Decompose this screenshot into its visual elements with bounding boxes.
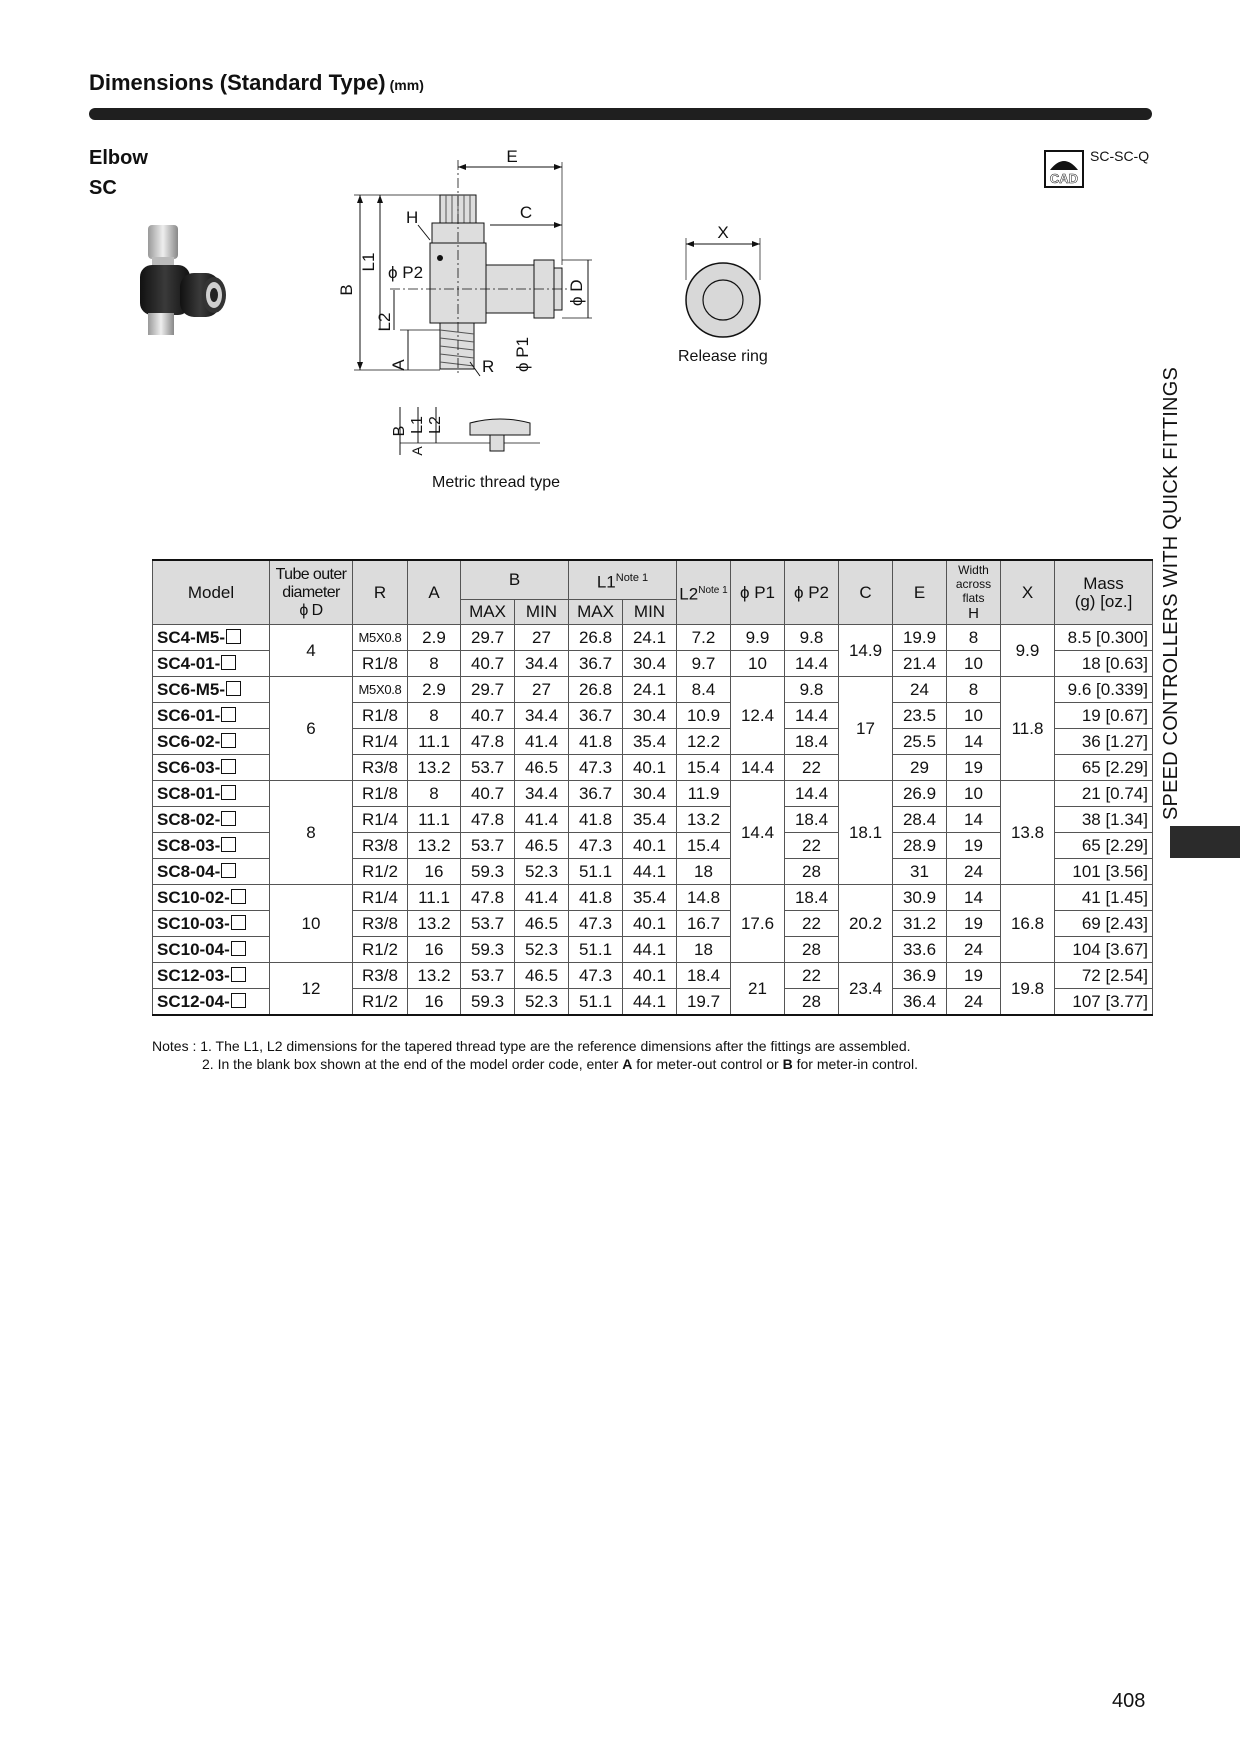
cell-l1min: 24.1 (623, 625, 677, 651)
dim-label-d: ϕ D (567, 279, 586, 306)
cell-model: SC8-02- (153, 807, 270, 833)
cell-bmin: 41.4 (515, 885, 569, 911)
cell-a: 16 (408, 859, 461, 885)
doc-code: SC-SC-Q (1090, 148, 1150, 164)
cell-a: 8 (408, 703, 461, 729)
cell-l1max: 41.8 (569, 807, 623, 833)
cell-bmax: 40.7 (461, 703, 515, 729)
cell-p2: 28 (785, 989, 839, 1016)
cell-e: 24 (893, 677, 947, 703)
cell-a: 16 (408, 937, 461, 963)
cell-bmin: 46.5 (515, 963, 569, 989)
cell-model: SC6-03- (153, 755, 270, 781)
cell-a: 11.1 (408, 729, 461, 755)
cell-l1min: 30.4 (623, 703, 677, 729)
cell-h: 8 (947, 625, 1001, 651)
cell-bmax: 40.7 (461, 651, 515, 677)
metric-thread-label: Metric thread type (432, 474, 561, 491)
cell-mass: 107 [3.77] (1055, 989, 1153, 1016)
col-header-b-min: MIN (515, 600, 569, 625)
cell-d: 6 (270, 677, 353, 781)
cell-l1min: 44.1 (623, 859, 677, 885)
order-code-blank-box (231, 915, 246, 930)
table-notes (152, 1037, 918, 1073)
cell-bmax: 29.7 (461, 677, 515, 703)
cell-h: 10 (947, 651, 1001, 677)
cell-r: R1/8 (353, 781, 408, 807)
order-code-blank-box (221, 733, 236, 748)
metric-dim-label-b: B (391, 425, 408, 437)
cell-p1: 9.9 (731, 625, 785, 651)
cell-model: SC8-04- (153, 859, 270, 885)
cell-a: 2.9 (408, 677, 461, 703)
cell-bmax: 59.3 (461, 859, 515, 885)
cell-l1max: 47.3 (569, 833, 623, 859)
cell-p2: 28 (785, 859, 839, 885)
cell-model: SC10-03- (153, 911, 270, 937)
cell-a: 11.1 (408, 807, 461, 833)
cell-l1max: 51.1 (569, 859, 623, 885)
order-code-blank-box (221, 707, 236, 722)
col-header-x: X (1001, 560, 1055, 625)
cell-h: 14 (947, 807, 1001, 833)
col-header-a: A (408, 560, 461, 625)
cell-bmax: 53.7 (461, 833, 515, 859)
cell-p2: 9.8 (785, 625, 839, 651)
order-code-blank-box (221, 759, 236, 774)
cell-l1min: 35.4 (623, 729, 677, 755)
cell-bmin: 41.4 (515, 729, 569, 755)
cell-model: SC12-03- (153, 963, 270, 989)
cell-l1min: 30.4 (623, 781, 677, 807)
cell-r: R1/4 (353, 885, 408, 911)
cell-bmax: 40.7 (461, 781, 515, 807)
cell-r: R1/2 (353, 937, 408, 963)
cell-l1max: 36.7 (569, 703, 623, 729)
cell-mass: 65 [2.29] (1055, 833, 1153, 859)
cell-l2: 12.2 (677, 729, 731, 755)
cell-h: 10 (947, 703, 1001, 729)
table-row (153, 963, 1153, 989)
cell-p1: 10 (731, 651, 785, 677)
cell-e: 36.4 (893, 989, 947, 1016)
cell-h: 19 (947, 833, 1001, 859)
page-title-unit: (mm) (389, 77, 424, 93)
release-ring-drawing (670, 220, 780, 345)
cell-x: 19.8 (1001, 963, 1055, 1016)
cell-c: 17 (839, 677, 893, 781)
order-code-blank-box (221, 863, 236, 878)
order-code-blank-box (231, 993, 246, 1008)
cell-l2: 19.7 (677, 989, 731, 1016)
col-header-r: R (353, 560, 408, 625)
dim-label-x: X (717, 223, 729, 242)
cell-model: SC6-M5- (153, 677, 270, 703)
title-underline-bar (89, 108, 1152, 120)
cell-bmin: 34.4 (515, 781, 569, 807)
cell-h: 24 (947, 989, 1001, 1016)
cell-r: R1/4 (353, 729, 408, 755)
cell-a: 13.2 (408, 755, 461, 781)
cell-l2: 7.2 (677, 625, 731, 651)
col-header-l1: $L1^{Note 1}$ (569, 560, 677, 600)
cell-l2: 15.4 (677, 755, 731, 781)
cell-r: R3/8 (353, 911, 408, 937)
cell-bmin: 52.3 (515, 859, 569, 885)
cell-x: 13.8 (1001, 781, 1055, 885)
cell-l1max: 51.1 (569, 937, 623, 963)
cell-h: 19 (947, 911, 1001, 937)
dim-label-e: E (506, 147, 518, 166)
col-header-tube-diameter: Tube outer diameter ϕ D (270, 560, 353, 625)
cell-e: 31.2 (893, 911, 947, 937)
page-number: 408 (1112, 1690, 1146, 1712)
cell-p2: 14.4 (785, 651, 839, 677)
elbow-dimension-drawing (330, 140, 630, 385)
cell-l2: 9.7 (677, 651, 731, 677)
dim-label-h: H (406, 208, 419, 227)
cell-p2: 22 (785, 755, 839, 781)
dimensions-table (152, 559, 1153, 1016)
cell-bmax: 47.8 (461, 729, 515, 755)
cell-model: SC4-01- (153, 651, 270, 677)
cell-model: SC6-01- (153, 703, 270, 729)
cell-l1max: 41.8 (569, 885, 623, 911)
cell-bmin: 52.3 (515, 989, 569, 1016)
dim-label-p1: ϕ P1 (513, 336, 532, 372)
cell-mass: 41 [1.45] (1055, 885, 1153, 911)
cell-e: 36.9 (893, 963, 947, 989)
cell-model: SC8-03- (153, 833, 270, 859)
cell-a: 16 (408, 989, 461, 1016)
table-row (153, 625, 1153, 651)
cell-bmax: 53.7 (461, 755, 515, 781)
note-1: Notes : 1. The L1, L2 dimensions for the tapered thread type are the reference dimensions after the fittings are assembled. (152, 1038, 911, 1054)
cell-l2: 8.4 (677, 677, 731, 703)
cell-e: 30.9 (893, 885, 947, 911)
cell-r: R1/4 (353, 807, 408, 833)
cell-bmin: 46.5 (515, 755, 569, 781)
cell-p1: 14.4 (731, 781, 785, 885)
cell-l1max: 47.3 (569, 911, 623, 937)
cell-l1min: 40.1 (623, 833, 677, 859)
dim-label-p2: ϕ P2 (388, 263, 424, 282)
cell-a: 13.2 (408, 911, 461, 937)
page-title-text: Dimensions (Standard Type) (89, 70, 386, 95)
cell-l1max: 47.3 (569, 963, 623, 989)
dim-label-b: B (337, 284, 356, 296)
cell-model: SC8-01- (153, 781, 270, 807)
cell-d: 12 (270, 963, 353, 1016)
cell-p2: 14.4 (785, 703, 839, 729)
cell-bmin: 41.4 (515, 807, 569, 833)
cell-p1: 12.4 (731, 677, 785, 755)
cell-l1max: 41.8 (569, 729, 623, 755)
col-header-e: E (893, 560, 947, 625)
product-photo (130, 215, 242, 345)
cell-l1min: 44.1 (623, 989, 677, 1016)
table-row (153, 677, 1153, 703)
cell-a: 13.2 (408, 833, 461, 859)
cell-h: 14 (947, 729, 1001, 755)
cell-mass: 19 [0.67] (1055, 703, 1153, 729)
page-title (89, 70, 424, 96)
cell-a: 8 (408, 651, 461, 677)
cell-r: R3/8 (353, 833, 408, 859)
metric-dim-label-l2: L2 (427, 416, 444, 434)
dim-label-c: C (519, 203, 533, 222)
cell-h: 19 (947, 963, 1001, 989)
note-2: 2. In the blank box shown at the end of the model order code, enter A for meter-out control or B for meter-in control. (202, 1056, 918, 1072)
cell-l1max: 26.8 (569, 677, 623, 703)
cell-e: 19.9 (893, 625, 947, 651)
table-row (153, 781, 1153, 807)
section-title (89, 143, 148, 203)
cell-x: 11.8 (1001, 677, 1055, 781)
cell-bmax: 59.3 (461, 989, 515, 1016)
cell-model: SC4-M5- (153, 625, 270, 651)
order-code-blank-box (231, 967, 246, 982)
cell-d: 8 (270, 781, 353, 885)
cell-l2: 18 (677, 937, 731, 963)
cell-r: R1/8 (353, 651, 408, 677)
cell-model: SC12-04- (153, 989, 270, 1016)
dim-label-l2: L2 (375, 312, 394, 332)
cell-mass: 38 [1.34] (1055, 807, 1153, 833)
cell-p2: 22 (785, 963, 839, 989)
cell-e: 28.9 (893, 833, 947, 859)
cell-bmin: 34.4 (515, 703, 569, 729)
cell-e: 29 (893, 755, 947, 781)
cell-e: 23.5 (893, 703, 947, 729)
cell-p2: 28 (785, 937, 839, 963)
dim-label-r: R (482, 357, 495, 376)
cell-h: 8 (947, 677, 1001, 703)
cell-model: SC10-04- (153, 937, 270, 963)
order-code-blank-box (231, 889, 246, 904)
cell-r: R3/8 (353, 755, 408, 781)
order-code-blank-box (221, 837, 236, 852)
cell-e: 28.4 (893, 807, 947, 833)
cell-a: 2.9 (408, 625, 461, 651)
cell-mass: 36 [1.27] (1055, 729, 1153, 755)
cell-c: 18.1 (839, 781, 893, 885)
cell-p2: 14.4 (785, 781, 839, 807)
cell-x: 16.8 (1001, 885, 1055, 963)
cell-l2: 15.4 (677, 833, 731, 859)
cell-p2: 22 (785, 911, 839, 937)
cell-c: 23.4 (839, 963, 893, 1016)
col-header-p1: ϕ P1 (731, 560, 785, 625)
cell-l1max: 36.7 (569, 651, 623, 677)
order-code-blank-box (221, 785, 236, 800)
cell-h: 24 (947, 937, 1001, 963)
col-header-l1-max: MAX (569, 600, 623, 625)
cell-l1max: 51.1 (569, 989, 623, 1016)
cell-l2: 11.9 (677, 781, 731, 807)
section-title-series: SC (89, 177, 117, 199)
cell-p2: 18.4 (785, 807, 839, 833)
cell-bmin: 52.3 (515, 937, 569, 963)
col-header-b: B (461, 560, 569, 600)
cell-h: 24 (947, 859, 1001, 885)
cell-mass: 21 [0.74] (1055, 781, 1153, 807)
cell-e: 25.5 (893, 729, 947, 755)
table-row (153, 885, 1153, 911)
cell-l1min: 35.4 (623, 807, 677, 833)
cell-l1min: 40.1 (623, 911, 677, 937)
cell-l1max: 36.7 (569, 781, 623, 807)
col-header-c: C (839, 560, 893, 625)
cell-p2: 18.4 (785, 729, 839, 755)
cell-p2: 18.4 (785, 885, 839, 911)
dim-label-l1: L1 (359, 252, 378, 272)
col-header-l1-min: MIN (623, 600, 677, 625)
cell-bmax: 53.7 (461, 963, 515, 989)
cell-e: 26.9 (893, 781, 947, 807)
cell-model: SC10-02- (153, 885, 270, 911)
cell-bmax: 59.3 (461, 937, 515, 963)
cell-bmin: 27 (515, 625, 569, 651)
order-code-blank-box (231, 941, 246, 956)
cell-bmin: 34.4 (515, 651, 569, 677)
cell-e: 33.6 (893, 937, 947, 963)
cell-r: R1/2 (353, 859, 408, 885)
cell-r: R1/2 (353, 989, 408, 1016)
metric-dim-label-a: A (409, 446, 425, 456)
cell-bmax: 29.7 (461, 625, 515, 651)
section-title-elbow: Elbow (89, 147, 148, 169)
cell-r: R1/8 (353, 703, 408, 729)
metric-thread-drawing (390, 405, 540, 461)
cell-h: 14 (947, 885, 1001, 911)
cell-bmax: 47.8 (461, 885, 515, 911)
order-code-blank-box (226, 629, 241, 644)
cell-l1min: 40.1 (623, 963, 677, 989)
cell-a: 11.1 (408, 885, 461, 911)
cell-e: 21.4 (893, 651, 947, 677)
cell-a: 13.2 (408, 963, 461, 989)
cell-l1max: 26.8 (569, 625, 623, 651)
cell-l2: 14.8 (677, 885, 731, 911)
cell-c: 14.9 (839, 625, 893, 677)
order-code-blank-box (226, 681, 241, 696)
cell-h: 10 (947, 781, 1001, 807)
side-index-tab[interactable] (1170, 826, 1240, 858)
cell-x: 9.9 (1001, 625, 1055, 677)
cell-mass: 104 [3.67] (1055, 937, 1153, 963)
order-code-blank-box (221, 655, 236, 670)
cell-r: M5X0.8 (353, 677, 408, 703)
cell-bmin: 46.5 (515, 833, 569, 859)
cell-bmax: 47.8 (461, 807, 515, 833)
col-header-p2: ϕ P2 (785, 560, 839, 625)
cell-a: 8 (408, 781, 461, 807)
side-category-label: SPEED CONTROLLERS WITH QUICK FITTINGS (1160, 367, 1182, 820)
cell-c: 20.2 (839, 885, 893, 963)
order-code-blank-box (221, 811, 236, 826)
col-header-model: Model (153, 560, 270, 625)
cell-mass: 101 [3.56] (1055, 859, 1153, 885)
cell-p1: 21 (731, 963, 785, 1016)
cell-l2: 16.7 (677, 911, 731, 937)
cell-mass: 72 [2.54] (1055, 963, 1153, 989)
col-header-b-max: MAX (461, 600, 515, 625)
cell-mass: 9.6 [0.339] (1055, 677, 1153, 703)
col-header-mass: Mass (g) [oz.] (1055, 560, 1153, 625)
cell-bmin: 46.5 (515, 911, 569, 937)
metric-dim-label-l1: L1 (409, 416, 426, 434)
cell-l2: 13.2 (677, 807, 731, 833)
cell-l1min: 40.1 (623, 755, 677, 781)
cell-d: 4 (270, 625, 353, 677)
cell-p2: 9.8 (785, 677, 839, 703)
col-header-l2: L2$^{Note 1}$ (677, 560, 731, 625)
cell-bmin: 27 (515, 677, 569, 703)
col-header-width-across-flats: Width across flats H (947, 560, 1001, 625)
cad-icon-label: CAD (1049, 171, 1079, 186)
cell-l1min: 24.1 (623, 677, 677, 703)
dimensions-table-body (153, 625, 1153, 1016)
cell-p1: 17.6 (731, 885, 785, 963)
dim-label-a: A (389, 359, 408, 371)
cell-l1min: 44.1 (623, 937, 677, 963)
cell-p1: 14.4 (731, 755, 785, 781)
cell-h: 19 (947, 755, 1001, 781)
cell-l2: 18 (677, 859, 731, 885)
cell-d: 10 (270, 885, 353, 963)
cell-l1max: 47.3 (569, 755, 623, 781)
cell-mass: 8.5 [0.300] (1055, 625, 1153, 651)
cell-model: SC6-02- (153, 729, 270, 755)
cell-mass: 65 [2.29] (1055, 755, 1153, 781)
cell-r: R3/8 (353, 963, 408, 989)
cell-l2: 18.4 (677, 963, 731, 989)
cell-mass: 18 [0.63] (1055, 651, 1153, 677)
cell-l1min: 35.4 (623, 885, 677, 911)
cell-mass: 69 [2.43] (1055, 911, 1153, 937)
release-ring-label: Release ring (678, 348, 768, 365)
cell-e: 31 (893, 859, 947, 885)
cell-p2: 22 (785, 833, 839, 859)
cad-icon[interactable] (1044, 150, 1084, 188)
cell-r: M5X0.8 (353, 625, 408, 651)
cell-l1min: 30.4 (623, 651, 677, 677)
cell-bmax: 53.7 (461, 911, 515, 937)
cell-l2: 10.9 (677, 703, 731, 729)
